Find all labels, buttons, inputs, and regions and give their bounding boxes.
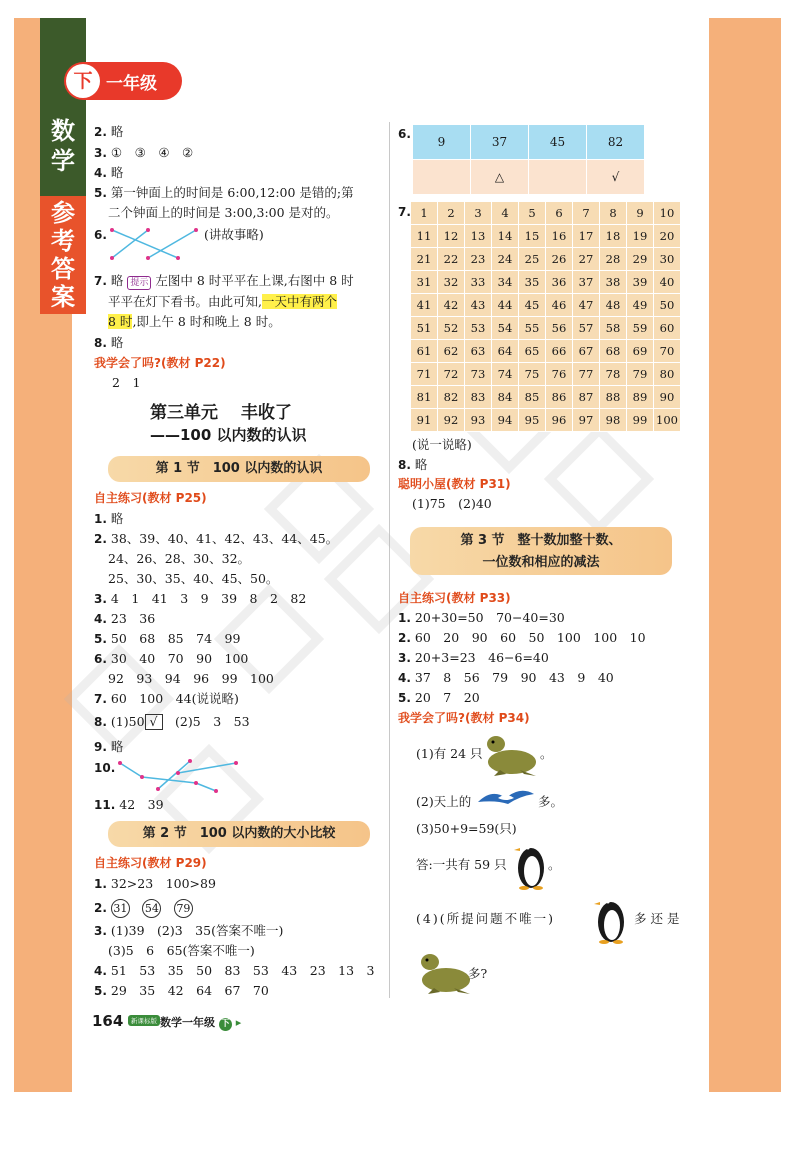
right-margin-band <box>709 18 781 1092</box>
sea-lion-icon <box>480 730 540 778</box>
tip-label: 提示 <box>127 276 151 290</box>
watermark-shape <box>544 424 654 534</box>
grid-cell: 95 <box>519 409 546 432</box>
highlight: 一天中有两个 <box>261 294 337 309</box>
answer-line: 8. 略 <box>398 457 428 472</box>
answer-line: 4. 37 8 56 79 90 43 9 40 <box>398 670 614 685</box>
grid-cell: 5 <box>519 202 546 225</box>
grid-cell: 27 <box>573 248 600 271</box>
grid-row <box>411 202 681 225</box>
grid-cell: 38 <box>600 271 627 294</box>
section-heading: 我学会了吗?(教材 P34) <box>398 711 530 725</box>
grid-cell: 65 <box>519 340 546 363</box>
answer-line: 6. 30 40 70 90 100 <box>94 651 249 666</box>
grid-cell: 77 <box>573 363 600 386</box>
grid-cell: 30 <box>654 248 681 271</box>
grid-row <box>411 225 681 248</box>
answer-line: 。 <box>540 746 553 761</box>
grid-row <box>411 409 681 432</box>
subject-tab-char-2: 学 <box>51 147 75 175</box>
grid-cell: 26 <box>546 248 573 271</box>
grid-cell: 70 <box>654 340 681 363</box>
grid-cell: 75 <box>519 363 546 386</box>
answer-line: 3. 4 1 41 3 9 39 8 2 82 <box>94 591 307 606</box>
circled-number: 79 <box>174 899 193 918</box>
grid-cell: 60 <box>654 317 681 340</box>
answer-line: 10. <box>94 761 116 775</box>
grid-cell: 76 <box>546 363 573 386</box>
grid-cell: 99 <box>627 409 654 432</box>
grid-cell: 33 <box>465 271 492 294</box>
answer-line: (说一说略) <box>412 437 472 452</box>
grid-cell: 43 <box>465 294 492 317</box>
grid-cell: 9 <box>627 202 654 225</box>
grid-cell: 6 <box>546 202 573 225</box>
answer-line: 25、30、35、40、45、50。 <box>108 571 279 586</box>
grid-cell: 85 <box>519 386 546 409</box>
section-banner: 第 2 节 100 以内数的大小比较 <box>108 821 370 847</box>
grid-cell: 86 <box>546 386 573 409</box>
page-number: 164 <box>92 1012 124 1030</box>
grid-cell: 40 <box>654 271 681 294</box>
grid-cell: 64 <box>492 340 519 363</box>
grid-cell: 7 <box>573 202 600 225</box>
penguin-icon <box>594 892 628 944</box>
grid-cell: 35 <box>519 271 546 294</box>
answer-line: 4. 51 53 35 50 83 53 43 23 13 3 <box>94 963 375 978</box>
answer-line: 1. 略 <box>94 511 124 526</box>
grid-cell: 80 <box>654 363 681 386</box>
answer-line: (1)有 24 只 <box>416 746 483 761</box>
grid-cell: 98 <box>600 409 627 432</box>
grid-cell: 19 <box>627 225 654 248</box>
answer-line: 答:一共有 59 只 <box>416 857 507 872</box>
circled-number: 54 <box>142 899 161 918</box>
grid-cell: 53 <box>465 317 492 340</box>
grid-cell: 87 <box>573 386 600 409</box>
answer-line: 3. ① ③ ④ ② <box>94 145 194 160</box>
grid-cell: 28 <box>600 248 627 271</box>
grid-cell: 93 <box>465 409 492 432</box>
grid-cell: 37 <box>573 271 600 294</box>
answers-tab-char-4: 案 <box>51 283 75 311</box>
grid-cell: 16 <box>546 225 573 248</box>
answers-tab-char-1: 参 <box>51 199 75 227</box>
semester-badge: 下 <box>220 1019 230 1029</box>
grid-cell: 17 <box>573 225 600 248</box>
answer-line: 3. 20+3=23 46−6=40 <box>398 650 549 665</box>
grid-cell: 74 <box>492 363 519 386</box>
grid-cell: 48 <box>600 294 627 317</box>
circled-number: 31 <box>111 899 130 918</box>
publisher-logo: 新课标版 <box>128 1015 160 1026</box>
q6-cell: 45 <box>529 125 587 160</box>
grid-row <box>411 363 681 386</box>
grid-cell: 94 <box>492 409 519 432</box>
grid-cell: 67 <box>573 340 600 363</box>
grid-row <box>411 248 681 271</box>
answer-line: (2)天上的 <box>416 794 472 809</box>
grid-row <box>411 317 681 340</box>
q6-cell: 37 <box>471 125 529 160</box>
grid-cell: 1 <box>411 202 438 225</box>
section-banner-line: 第 3 节 整十数加整十数、 <box>460 533 622 548</box>
grid-cell: 32 <box>438 271 465 294</box>
grid-cell: 8 <box>600 202 627 225</box>
grid-cell: 79 <box>627 363 654 386</box>
grid-cell: 34 <box>492 271 519 294</box>
section-banner <box>410 527 672 575</box>
grid-cell: 21 <box>411 248 438 271</box>
grid-cell: 39 <box>627 271 654 294</box>
grid-cell: 84 <box>492 386 519 409</box>
answer-line: 7. 60 100 44(说说略) <box>94 691 239 706</box>
grid-cell: 78 <box>600 363 627 386</box>
q6-cell: 9 <box>413 125 471 160</box>
answer-line: 1. 20+30=50 70−40=30 <box>398 610 565 625</box>
answers-tab-char-3: 答 <box>51 255 75 283</box>
answer-line: 1. 32>23 100>89 <box>94 876 216 891</box>
section-heading: 自主练习(教材 P33) <box>398 591 511 605</box>
grid-cell: 92 <box>438 409 465 432</box>
grid-cell: 18 <box>600 225 627 248</box>
grid-cell: 69 <box>627 340 654 363</box>
answer-line: 2 1 <box>112 375 141 390</box>
grid-row <box>411 340 681 363</box>
grade-semester: 下 <box>66 64 100 98</box>
grid-cell: 88 <box>600 386 627 409</box>
grid-cell: 14 <box>492 225 519 248</box>
answer-line: 2. 38、39、40、41、42、43、44、45。 <box>94 531 339 546</box>
answer-line: (3)50+9=59(只) <box>416 821 517 836</box>
grid-cell: 72 <box>438 363 465 386</box>
answer-line: 二个钟面上的时间是 3:00,3:00 是对的。 <box>108 205 339 220</box>
grid-cell: 11 <box>411 225 438 248</box>
grid-cell: 29 <box>627 248 654 271</box>
arrow-icon: ▸ <box>235 1016 242 1029</box>
grid-cell: 49 <box>627 294 654 317</box>
section-banner-line: 一位数和相应的减法 <box>482 555 600 570</box>
answer-line: 4. 略 <box>94 165 124 180</box>
answer-line: 多? <box>468 966 488 981</box>
grid-cell: 4 <box>492 202 519 225</box>
grid-cell: 55 <box>519 317 546 340</box>
subject-tab-char-1: 数 <box>51 117 75 145</box>
grid-cell: 59 <box>627 317 654 340</box>
answer-line: 11. 42 39 <box>94 797 164 812</box>
grid-cell: 2 <box>438 202 465 225</box>
answer-line: (1)75 (2)40 <box>412 496 492 511</box>
grid-cell: 3 <box>465 202 492 225</box>
answer-line: 平平在灯下看书。由此可知,一天中有两个 <box>108 294 337 309</box>
grid-cell: 100 <box>654 409 681 432</box>
grid-cell: 91 <box>411 409 438 432</box>
q6-cell: √ <box>587 160 645 195</box>
penguin-icon <box>514 838 548 890</box>
grid-cell: 63 <box>465 340 492 363</box>
section-heading: 自主练习(教材 P29) <box>94 856 207 870</box>
grid-cell: 83 <box>465 386 492 409</box>
answer-line: 5. 第一钟面上的时间是 6:00,12:00 是错的;第 <box>94 185 354 200</box>
grid-cell: 81 <box>411 386 438 409</box>
check-box: √ <box>145 714 163 730</box>
grid-cell: 50 <box>654 294 681 317</box>
grid-cell: 57 <box>573 317 600 340</box>
grid-cell: 89 <box>627 386 654 409</box>
hundred-chart <box>410 201 681 432</box>
grid-cell: 44 <box>492 294 519 317</box>
answer-line: 3. (1)39 (2)3 35(答案不唯一) <box>94 923 284 938</box>
answer-line: 5. 29 35 42 64 67 70 <box>94 983 269 998</box>
highlight: 8 时 <box>108 314 133 329</box>
answer-line: (讲故事略) <box>204 227 264 242</box>
matching-lines-figure <box>108 224 200 264</box>
q6-cell: △ <box>471 160 529 195</box>
answer-line: 92 93 94 96 99 100 <box>108 671 274 686</box>
answer-line: 2. 31 54 79 <box>94 899 193 918</box>
grid-cell: 68 <box>600 340 627 363</box>
answer-line: 多。 <box>538 794 564 809</box>
grid-cell: 24 <box>492 248 519 271</box>
answer-line: 2. 略 <box>94 124 124 139</box>
answer-line: 5. 50 68 85 74 99 <box>94 631 241 646</box>
seagull-icon <box>476 782 536 812</box>
answer-line: 多还是 <box>634 911 684 926</box>
grid-cell: 96 <box>546 409 573 432</box>
answer-line: 8 时,即上午 8 时和晚上 8 时。 <box>108 314 281 329</box>
sea-lion-icon <box>414 948 474 996</box>
grid-cell: 73 <box>465 363 492 386</box>
grid-cell: 66 <box>546 340 573 363</box>
answer-line: 8. (1)50 √ (2)5 3 53 <box>94 714 250 729</box>
grid-cell: 36 <box>546 271 573 294</box>
unit-title: 第三单元 丰收了 <box>150 403 292 423</box>
q6-cell <box>413 160 471 195</box>
question-number: 6. <box>398 127 411 141</box>
answer-line: 9. 略 <box>94 739 124 754</box>
grid-cell: 62 <box>438 340 465 363</box>
grid-cell: 42 <box>438 294 465 317</box>
q6-cell: 82 <box>587 125 645 160</box>
answer-line: 24、26、28、30、32。 <box>108 551 251 566</box>
answer-line: 6. <box>94 228 107 242</box>
grid-cell: 20 <box>654 225 681 248</box>
grid-cell: 12 <box>438 225 465 248</box>
grid-cell: 41 <box>411 294 438 317</box>
grid-cell: 71 <box>411 363 438 386</box>
grid-cell: 23 <box>465 248 492 271</box>
answer-line: 2. 60 20 90 60 50 100 100 10 <box>398 630 646 645</box>
answer-line: 5. 20 7 20 <box>398 690 480 705</box>
grid-cell: 90 <box>654 386 681 409</box>
grid-cell: 10 <box>654 202 681 225</box>
grid-cell: 25 <box>519 248 546 271</box>
grid-cell: 45 <box>519 294 546 317</box>
grid-cell: 22 <box>438 248 465 271</box>
section-heading: 聪明小屋(教材 P31) <box>398 477 511 491</box>
grid-cell: 82 <box>438 386 465 409</box>
answer-line: 。 <box>548 857 561 872</box>
answer-line: (4)(所提问题不唯一) <box>416 911 555 926</box>
answer-line: 8. 略 <box>94 335 124 350</box>
grid-cell: 47 <box>573 294 600 317</box>
answer-line: 4. 23 36 <box>94 611 156 626</box>
grid-cell: 54 <box>492 317 519 340</box>
grid-row <box>411 294 681 317</box>
q6-table <box>412 124 645 195</box>
answers-tab-char-2: 考 <box>51 227 75 255</box>
grid-cell: 56 <box>546 317 573 340</box>
grid-cell: 97 <box>573 409 600 432</box>
grid-row <box>411 271 681 294</box>
grid-cell: 13 <box>465 225 492 248</box>
connect-dots-figure <box>116 755 242 795</box>
grid-row <box>411 386 681 409</box>
question-number: 7. <box>398 205 411 219</box>
answer-line: (3)5 6 65(答案不唯一) <box>108 943 255 958</box>
grid-cell: 58 <box>600 317 627 340</box>
footer-title: 数学一年级 下 ▸ <box>160 1016 242 1029</box>
grade-label: 一年级 <box>106 74 157 94</box>
grid-cell: 15 <box>519 225 546 248</box>
grid-cell: 61 <box>411 340 438 363</box>
grid-cell: 46 <box>546 294 573 317</box>
q6-cell <box>529 160 587 195</box>
answer-line: 7. 略 提示 左图中 8 时平平在上课,右图中 8 时 <box>94 273 354 288</box>
unit-subtitle: ——100 以内数的认识 <box>150 426 307 444</box>
section-heading: 自主练习(教材 P25) <box>94 491 207 505</box>
grid-cell: 31 <box>411 271 438 294</box>
section-heading: 我学会了吗?(教材 P22) <box>94 356 226 370</box>
grid-cell: 51 <box>411 317 438 340</box>
section-banner: 第 1 节 100 以内数的认识 <box>108 456 370 482</box>
grid-cell: 52 <box>438 317 465 340</box>
